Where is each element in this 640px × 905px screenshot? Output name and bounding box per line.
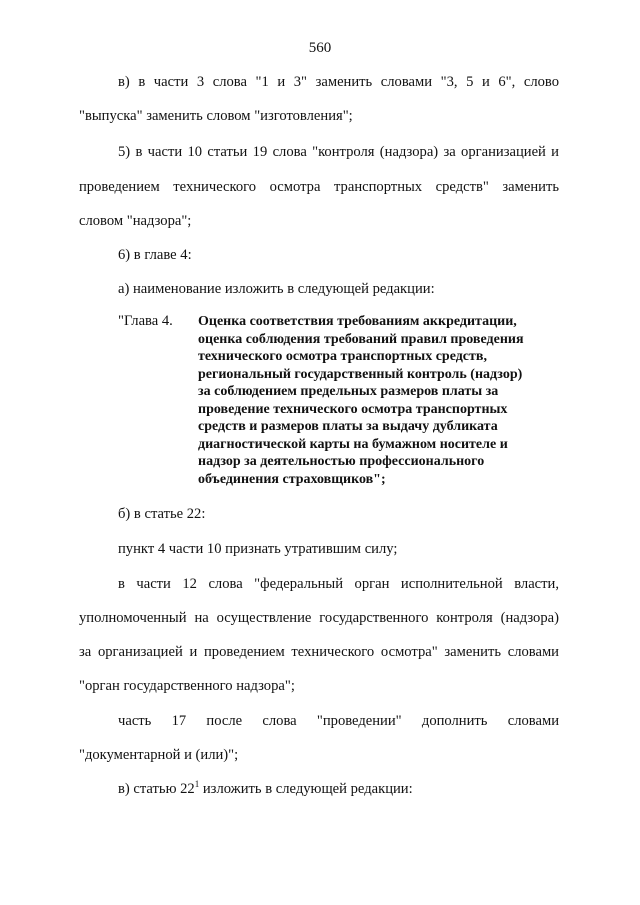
chapter-title-line: Оценка соответствия требованиям аккредитации, [198, 314, 517, 329]
paragraph-line: проведением технического осмотра транспортных средств" заменить [79, 179, 559, 195]
chapter-title-line: объединения страховщиков"; [198, 471, 386, 487]
paragraph-line: пункт 4 части 10 признать утратившим силу; [118, 541, 398, 557]
paragraph-line: в части 12 слова "федеральный орган исполнительной власти, [118, 576, 559, 592]
chapter-title-line: надзор за деятельностью профессионального [198, 454, 485, 469]
article-superscript: 1 [194, 779, 200, 790]
paragraph-line: часть 17 после слова "проведении" дополнить словами [118, 713, 559, 729]
paragraph-line: 6) в главе 4: [118, 247, 192, 263]
paragraph-line: "орган государственного надзора"; [79, 678, 295, 694]
paragraph-line: в) в части 3 слова "1 и 3" заменить словами "3, 5 и 6", слово [118, 74, 559, 90]
article-ref: в) статью 22 [118, 781, 195, 797]
paragraph-text: изложить в следующей редакции: [199, 781, 413, 797]
paragraph-line: а) наименование изложить в следующей редакции: [118, 281, 435, 297]
chapter-title-line: оценка соблюдения требований правил проведения [198, 331, 524, 347]
paragraph-line: б) в статье 22: [118, 506, 206, 522]
chapter-title [198, 313, 548, 488]
chapter-title-line: региональный государственный контроль (надзор) [198, 366, 523, 382]
paragraph-line: "выпуска" заменить словом "изготовления"; [79, 108, 353, 124]
chapter-label: "Глава 4. [118, 313, 173, 329]
chapter-title-line: диагностической карты на бумажном носителе и [198, 436, 508, 452]
chapter-title-line: технического осмотра транспортных средств, [198, 349, 487, 364]
chapter-title-line: средств и размеров платы за выдачу дубликата [198, 419, 498, 434]
chapter-title-line: за соблюдением предельных размеров платы за [198, 384, 499, 399]
paragraph-line: 5) в части 10 статьи 19 слова "контроля (надзора) за организацией и [118, 144, 559, 160]
chapter-title-line: проведение технического осмотра транспортных [198, 401, 508, 417]
paragraph-line [118, 780, 559, 798]
page-number: 560 [308, 40, 332, 56]
paragraph-line: уполномоченный на осуществление государственного контроля (надзора) [79, 610, 559, 626]
paragraph-line: за организацией и проведением технического осмотра" заменить словами [79, 644, 559, 660]
paragraph-line: словом "надзора"; [79, 213, 192, 229]
paragraph-line: "документарной и (или)"; [79, 747, 239, 763]
